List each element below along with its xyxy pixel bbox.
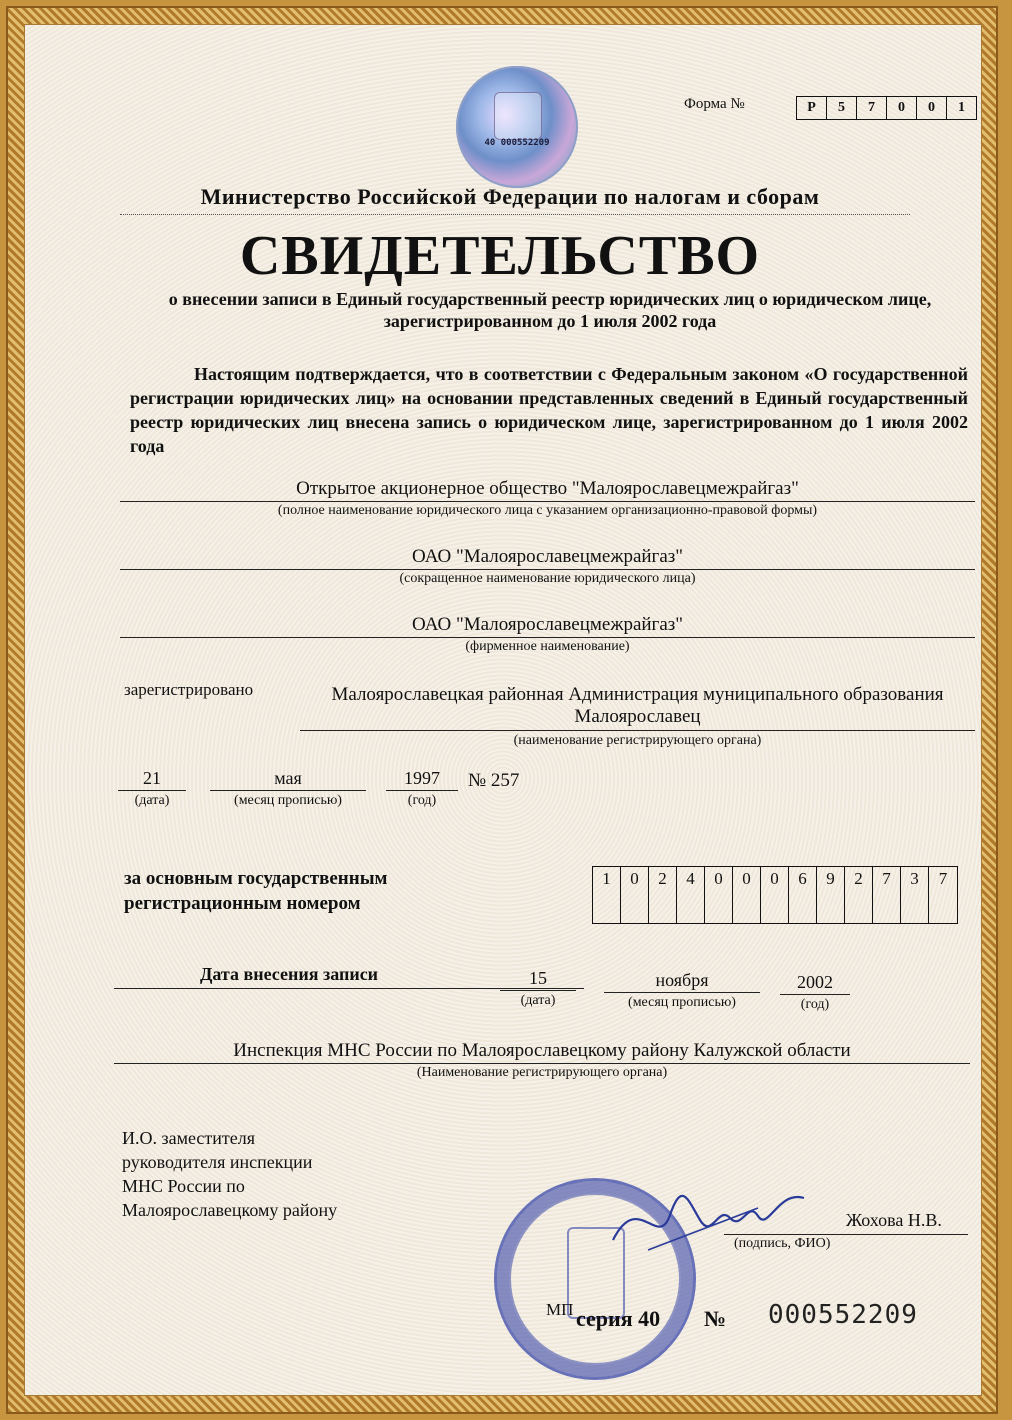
mp-label: МП — [546, 1300, 574, 1319]
registered-label: зарегистрировано — [124, 680, 254, 699]
ogrn-digit: 7 — [873, 867, 901, 923]
form-code-cell: 5 — [827, 97, 857, 119]
entry-month-caption: (месяц прописью) — [628, 995, 736, 1010]
ogrn-digit: 9 — [817, 867, 845, 923]
full-name-caption: (полное наименование юридического лица с указанием организационно-правовой формы) — [277, 503, 818, 518]
inspection-caption: (Наименование регистрирующего органа) — [416, 1065, 668, 1080]
short-name-caption: (сокращенное наименование юридического лица) — [399, 571, 696, 586]
ogrn-digit: 6 — [789, 867, 817, 923]
signature-caption: (подпись, ФИО) — [734, 1236, 831, 1251]
entry-year-field — [780, 972, 850, 1013]
entry-day-caption: (дата) — [520, 993, 556, 1008]
certificate-title: СВИДЕТЕЛЬСТВО — [239, 225, 761, 287]
inspection-value: Инспекция МНС России по Малоярославецкому району Калужской области — [114, 1040, 970, 1064]
hologram-number: 40 000552209 — [484, 138, 550, 148]
form-number-boxes — [796, 96, 977, 120]
entry-year-caption: (год) — [800, 997, 830, 1012]
registration-number: № 257 — [468, 770, 520, 791]
registering-authority-caption: (наименование регистрирующего органа) — [513, 733, 762, 748]
ogrn-number-boxes — [592, 866, 958, 924]
full-name-value: Открытое акционерное общество "Малоярославецмежрайгаз" — [120, 478, 975, 502]
signatory-line3: МНС России по — [122, 1176, 245, 1196]
ogrn-label — [124, 866, 387, 916]
registration-day-caption: (дата) — [134, 793, 170, 808]
signatory-line1: И.О. заместителя — [122, 1128, 256, 1148]
ministry-name: Министерство Российской Федерации по налогам и сборам — [200, 184, 820, 209]
ogrn-digit: 0 — [621, 867, 649, 923]
registration-day: 21 — [118, 768, 186, 791]
entry-month: ноября — [604, 970, 760, 993]
inspection-field — [114, 1040, 970, 1081]
number-sign: № — [704, 1306, 727, 1331]
entry-day: 15 — [500, 968, 576, 991]
entry-date-label: Дата внесения записи — [200, 964, 379, 984]
registration-month: мая — [210, 768, 366, 791]
entry-day-field — [500, 968, 576, 1009]
signatory-line4: Малоярославецкому району — [122, 1200, 338, 1220]
brand-name-field — [120, 614, 975, 655]
signatory-name: Жохова Н.В. — [846, 1210, 942, 1230]
form-code-cell: 0 — [917, 97, 947, 119]
certificate-subtitle: о внесении записи в Единый государственный реестр юридических лиц о юридическом лице, зарегистрированном до 1 июля 2002 года — [168, 289, 932, 331]
form-number-label: Форма № — [684, 96, 745, 112]
ogrn-digit: 7 — [938, 869, 948, 888]
ogrn-label-line2: регистрационным номером — [124, 893, 361, 914]
registration-year-field — [386, 768, 458, 809]
ogrn-digit: 2 — [845, 867, 873, 923]
hologram-seal — [456, 66, 578, 188]
registration-month-caption: (месяц прописью) — [234, 793, 342, 808]
signature-line — [724, 1234, 968, 1235]
ogrn-digit: 4 — [677, 867, 705, 923]
brand-name-caption: (фирменное наименование) — [465, 639, 630, 654]
brand-name-value: ОАО "Малоярославецмежрайгаз" — [120, 614, 975, 638]
full-name-field — [120, 478, 975, 519]
entry-year: 2002 — [780, 972, 850, 995]
form-code-cell: 7 — [857, 97, 887, 119]
registration-day-field — [118, 768, 186, 809]
registration-month-field — [210, 768, 366, 809]
registering-authority-field — [300, 684, 975, 749]
coat-of-arms-icon — [494, 92, 542, 140]
divider — [120, 214, 910, 215]
registration-year-caption: (год) — [407, 793, 437, 808]
form-code-cell: Р — [797, 97, 827, 119]
statement-paragraph: Настоящим подтверждается, что в соответствии с Федеральным законом «О государственной регистрации юридических лиц» на основании представленных сведений в Единый государственный реестр юридических лиц внесена запись о юридическом лице, зарегистрированном до 1 июля 2002 года — [130, 364, 968, 456]
signatory-line2: руководителя инспекции — [122, 1152, 313, 1172]
entry-month-field — [604, 970, 760, 1011]
ogrn-digit: 0 — [733, 867, 761, 923]
ogrn-digit: 1 — [593, 867, 621, 923]
registering-authority-value: Малоярославецкая районная Администрация муниципального образования Малоярославец — [300, 684, 975, 731]
form-code-cell: 0 — [887, 97, 917, 119]
ogrn-digit: 0 — [761, 867, 789, 923]
short-name-value: ОАО "Малоярославецмежрайгаз" — [120, 546, 975, 570]
ogrn-digit: 3 — [901, 867, 929, 923]
ogrn-digit: 2 — [649, 867, 677, 923]
ogrn-digit: 0 — [705, 867, 733, 923]
form-code-cell: 1 — [958, 100, 965, 115]
signatory-position — [122, 1126, 337, 1222]
registration-year: 1997 — [386, 768, 458, 791]
series-label: серия 40 — [576, 1306, 661, 1331]
serial-number: 000552209 — [768, 1300, 918, 1330]
short-name-field — [120, 546, 975, 587]
ogrn-label-line1: за основным государственным — [124, 868, 388, 889]
